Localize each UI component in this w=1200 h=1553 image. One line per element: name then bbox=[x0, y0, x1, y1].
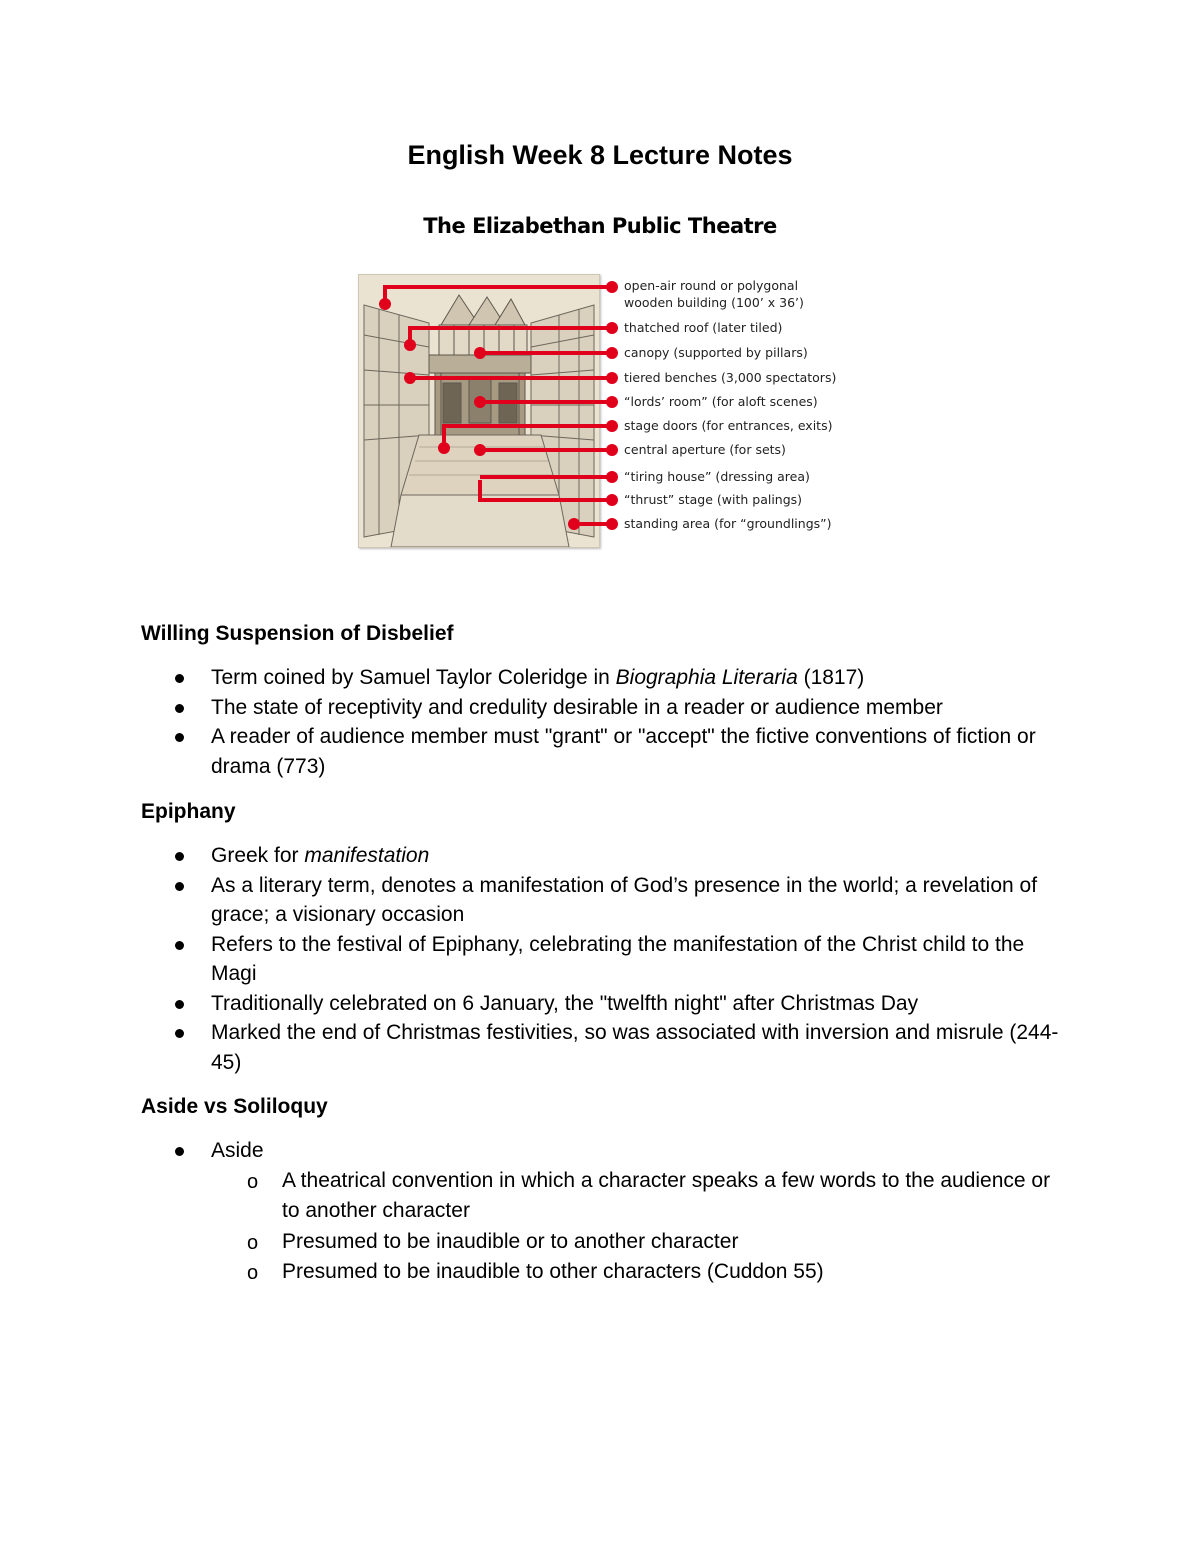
dot-tiring-b bbox=[606, 471, 618, 483]
bullet-dot bbox=[175, 733, 184, 742]
sub-bullet-text: Presumed to be inaudible or to another character bbox=[282, 1229, 739, 1253]
callout-label: central aperture (for sets) bbox=[624, 442, 786, 457]
dot-canopy-a bbox=[474, 347, 486, 359]
dot-open-air-a bbox=[379, 298, 391, 310]
callout-label: “tiring house” (dressing area) bbox=[624, 469, 810, 484]
dot-thatched-a bbox=[404, 339, 416, 351]
sub-bullet-marker: o bbox=[247, 1170, 259, 1193]
section-heading: Willing Suspension of Disbelief bbox=[141, 622, 454, 645]
section-willing-suspension bbox=[141, 621, 1071, 781]
dot-canopy-b bbox=[606, 347, 618, 359]
dot-thrust-b bbox=[606, 494, 618, 506]
list-item bbox=[141, 722, 1071, 781]
sub-bullet-list bbox=[141, 1166, 1071, 1288]
callout-label: canopy (supported by pillars) bbox=[624, 345, 808, 360]
list-item bbox=[141, 930, 1071, 989]
sub-list-item bbox=[141, 1227, 1071, 1258]
sub-list-item bbox=[141, 1166, 1071, 1227]
svg-text:·: · bbox=[569, 537, 571, 543]
sub-bullet-marker: o bbox=[247, 1262, 259, 1284]
callout-label: stage doors (for entrances, exits) bbox=[624, 418, 833, 433]
dot-open-air-b bbox=[606, 281, 618, 293]
dot-doors-a bbox=[438, 442, 450, 454]
callout-label: “thrust” stage (with palings) bbox=[624, 492, 803, 507]
bullet-dot bbox=[175, 941, 184, 950]
dot-benches-a bbox=[404, 372, 416, 384]
theatre-figure bbox=[340, 212, 860, 552]
bullet-text: A reader of audience member must "grant" or "accept" the fictive conventions of fiction or drama (773) bbox=[211, 725, 1036, 778]
figure-title: The Elizabethan Public Theatre bbox=[423, 214, 777, 238]
callout-label: tiered benches (3,000 spectators) bbox=[624, 370, 837, 385]
bullet-list bbox=[141, 841, 1071, 1077]
section-heading: Epiphany bbox=[141, 800, 236, 823]
dot-doors-b bbox=[606, 420, 618, 432]
bullet-text: As a literary term, denotes a manifestation of God’s presence in the world; a revelation of grace; a visionary occasion bbox=[211, 873, 1038, 926]
bullet-text: (1817) bbox=[797, 666, 865, 689]
bullet-text: Aside bbox=[211, 1139, 264, 1162]
bullet-text: Traditionally celebrated on 6 January, the "twelfth night" after Christmas Day bbox=[211, 991, 919, 1015]
list-item bbox=[141, 1136, 1071, 1166]
dot-standing-b bbox=[606, 518, 618, 530]
bullet-text: Marked the end of Christmas festivities, so was associated with inversion and misrule (244-45) bbox=[211, 1021, 1059, 1074]
callout-label: thatched roof (later tiled) bbox=[624, 320, 783, 335]
bullet-text: Term coined by Samuel Taylor Coleridge in bbox=[211, 666, 616, 689]
sub-list-item bbox=[141, 1257, 1071, 1288]
dot-aperture-a bbox=[474, 444, 486, 456]
section-aside-soliloquy bbox=[141, 1094, 1071, 1288]
callout-label: standing area (for “groundlings”) bbox=[624, 516, 832, 531]
bullet-list bbox=[141, 1136, 1071, 1166]
leader-thrust-stage bbox=[480, 480, 612, 500]
leader-open-air bbox=[385, 287, 612, 304]
section-heading: Aside vs Soliloquy bbox=[141, 1095, 328, 1118]
emphasis-text: manifestation bbox=[304, 844, 430, 867]
callout-label: “lords’ room” (for aloft scenes) bbox=[624, 394, 818, 409]
dot-lords-b bbox=[606, 396, 618, 408]
list-item bbox=[141, 989, 1071, 1019]
leader-stage-doors bbox=[444, 426, 612, 448]
bullet-dot bbox=[175, 1000, 184, 1009]
bullet-text: Refers to the festival of Epiphany, celebrating the manifestation of the Christ child to the Magi bbox=[211, 932, 1025, 985]
list-item bbox=[141, 693, 1071, 723]
callout-label: open-air round or polygonal bbox=[624, 278, 799, 293]
list-item bbox=[141, 1018, 1071, 1077]
page-title: English Week 8 Lecture Notes bbox=[407, 140, 793, 170]
leader-thatched-roof bbox=[410, 328, 612, 345]
dot-benches-b bbox=[606, 372, 618, 384]
dot-lords-a bbox=[474, 396, 486, 408]
bullet-list bbox=[141, 663, 1071, 781]
bullet-dot bbox=[175, 1147, 184, 1156]
sub-bullet-text: Presumed to be inaudible to other characters (Cuddon 55) bbox=[282, 1260, 824, 1283]
sub-bullet-marker: o bbox=[247, 1231, 259, 1254]
bullet-dot bbox=[175, 704, 184, 713]
sub-bullet-text: A theatrical convention in which a character speaks a few words to the audience or to another character bbox=[282, 1168, 1051, 1222]
dot-aperture-b bbox=[606, 444, 618, 456]
list-item bbox=[141, 871, 1071, 930]
section-epiphany bbox=[141, 799, 1071, 1077]
bullet-dot bbox=[175, 674, 184, 683]
bullet-dot bbox=[175, 882, 184, 891]
bullet-dot bbox=[175, 1029, 184, 1038]
dot-thatched-b bbox=[606, 322, 618, 334]
list-item bbox=[141, 663, 1071, 693]
bullet-dot bbox=[175, 852, 184, 861]
bullet-text: Greek for bbox=[211, 844, 305, 867]
bullet-text: The state of receptivity and credulity desirable in a reader or audience member bbox=[211, 695, 943, 719]
book-title: Biographia Literaria bbox=[615, 666, 798, 689]
list-item bbox=[141, 841, 1071, 871]
callout-label: wooden building (100’ x 36’) bbox=[624, 295, 804, 310]
dot-standing-a bbox=[568, 518, 580, 530]
